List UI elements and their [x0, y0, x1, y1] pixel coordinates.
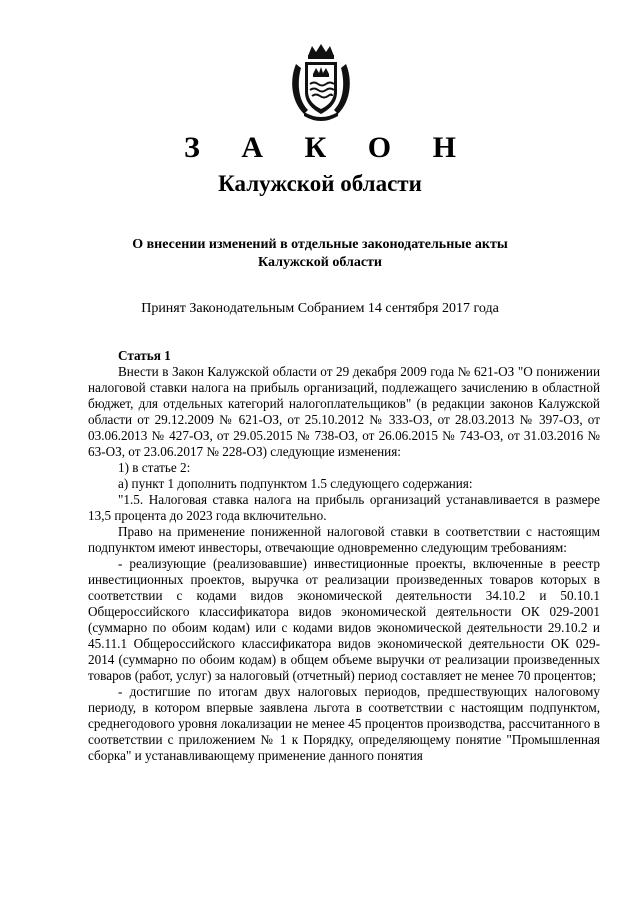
- law-subject-line-2: Калужской области: [258, 255, 382, 270]
- region-title: Калужской области: [218, 171, 422, 196]
- paragraph: - реализующие (реализовавшие) инвестиционные проекты, включенные в реестр инвестиционных проектов, выручка от реализации произведенных товаров которых в соответствии с кодами видов экономической деятельности 34.10.2 и 50.10.1 Общероссийского классификатора видов экономической деятельности ОК 029-2001 (суммарно по обоим кодам) или с кодами видов экономической деятельности 29.10.2 и 45.11.1 Общероссийского классификатора видов экономической деятельности ОК 029-2014 (суммарно по обоим кодам) в общем объеме выручки от реализации произведенных товаров (работ, услуг) за налоговый (отчетный) период составляет не менее 70 процентов;: [88, 556, 600, 683]
- paragraph: 1) в статье 2:: [118, 460, 191, 475]
- paragraph: "1.5. Налоговая ставка налога на прибыль организаций устанавливается в размере 13,5 процента до 2023 года включительно.: [88, 492, 600, 523]
- article-body: [88, 348, 600, 764]
- paragraph: а) пункт 1 дополнить подпунктом 1.5 следующего содержания:: [118, 476, 473, 491]
- law-subject: [0, 236, 640, 272]
- paragraph: Внести в Закон Калужской области от 29 декабря 2009 года № 621-ОЗ "О понижении налоговой ставки налога на прибыль организаций, подлежащего зачислению в областной бюджет, для отдельных категорий налогоплательщиков" (в редакции законов Калужской области от 29.12.2009 № 621-ОЗ, от 25.10.2012 № 333-ОЗ, от 28.03.2013 № 397-ОЗ, от 03.06.2013 № 427-ОЗ, от 29.05.2015 № 738-ОЗ, от 26.06.2015 № 743-ОЗ, от 31.03.2016 № 63-ОЗ, от 23.06.2017 № 228-ОЗ) следующие изменения:: [88, 364, 600, 459]
- paragraph: Право на применение пониженной налоговой ставки в соответствии с настоящим подпунктом имеют инвесторы, отвечающие одновременно следующим требованиям:: [88, 524, 600, 555]
- law-subject-line-1: О внесении изменений в отдельные законодательные акты: [132, 237, 508, 252]
- adoption-line: Принят Законодательным Собранием 14 сентября 2017 года: [141, 301, 499, 316]
- document-type-title: З А К О Н: [184, 131, 473, 164]
- kaluga-coat-of-arms-icon: [288, 42, 354, 122]
- article-heading: Статья 1: [118, 348, 171, 363]
- paragraph: - достигшие по итогам двух налоговых периодов, предшествующих налоговому периоду, в котором впервые заявлена льгота в соответствии с настоящим подпунктом, среднегодового уровня локализации не менее 45 процентов производства, рассчитанного в соответствии с приложением № 1 к Порядку, определяющему понятие "Промышленная сборка" и устанавливающему применение данного понятия: [88, 684, 600, 763]
